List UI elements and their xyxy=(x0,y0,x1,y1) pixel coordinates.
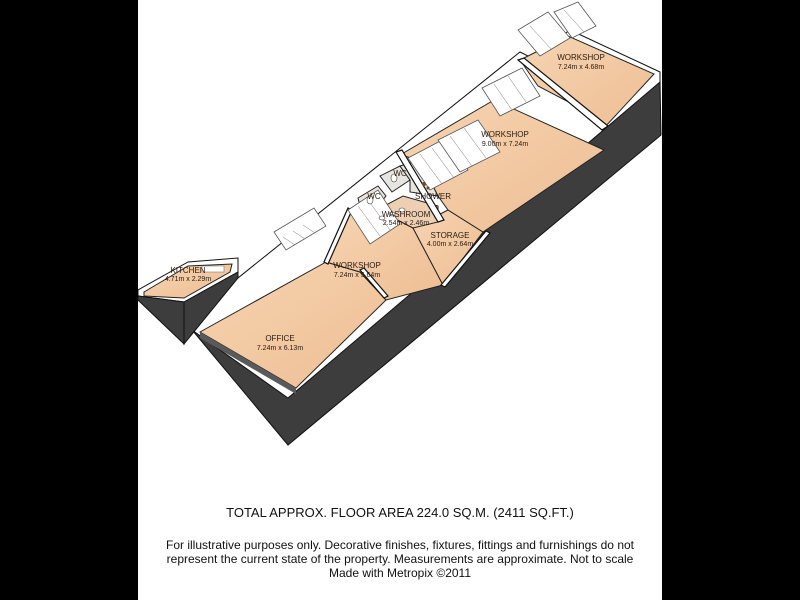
svg-text:9.00m x 7.24m: 9.00m x 7.24m xyxy=(481,141,529,148)
room-label-storage xyxy=(427,231,473,248)
svg-text:7.24m x 6.13m: 7.24m x 6.13m xyxy=(256,345,304,352)
room-label-kitchen xyxy=(165,266,211,283)
svg-text:4.00m x 2.64m: 4.00m x 2.64m xyxy=(426,241,474,248)
room-label-shower xyxy=(415,192,451,201)
floorplan-sheet xyxy=(138,0,662,600)
svg-text:WORKSHOP: WORKSHOP xyxy=(481,130,529,139)
disclaimer xyxy=(138,538,662,580)
svg-text:2.54m x 2.46m: 2.54m x 2.46m xyxy=(382,220,430,227)
svg-text:WC: WC xyxy=(367,192,381,201)
svg-text:WORKSHOP: WORKSHOP xyxy=(333,261,381,270)
total-floor-area: TOTAL APPROX. FLOOR AREA 224.0 SQ.M. (2411 SQ.FT.) xyxy=(226,505,574,520)
svg-text:7.24m x 5.64m: 7.24m x 5.64m xyxy=(333,272,381,279)
room-label-washroom xyxy=(382,210,431,227)
svg-text:WC: WC xyxy=(393,169,407,178)
floorplan-3d xyxy=(138,0,662,500)
svg-text:WASHROOM: WASHROOM xyxy=(381,210,431,219)
svg-text:7.24m x 4.68m: 7.24m x 4.68m xyxy=(557,64,605,71)
svg-text:OFFICE: OFFICE xyxy=(265,334,295,343)
svg-text:WORKSHOP: WORKSHOP xyxy=(557,53,605,62)
svg-text:KITCHEN: KITCHEN xyxy=(170,266,206,275)
disclaimer-line: For illustrative purposes only. Decorative finishes, fixtures, fittings and furnishings do not xyxy=(166,538,634,552)
room-label-wc-right xyxy=(393,169,407,178)
room-label-wc-left xyxy=(367,192,381,201)
svg-text:STORAGE: STORAGE xyxy=(430,231,470,240)
svg-text:4.71m x 2.29m: 4.71m x 2.29m xyxy=(164,276,212,283)
disclaimer-credit: Made with Metropix ©2011 xyxy=(328,566,472,580)
svg-text:SHOWER: SHOWER xyxy=(415,192,451,201)
disclaimer-line: represent the current state of the property. Measurements are approximate. Not to scale xyxy=(166,552,634,566)
